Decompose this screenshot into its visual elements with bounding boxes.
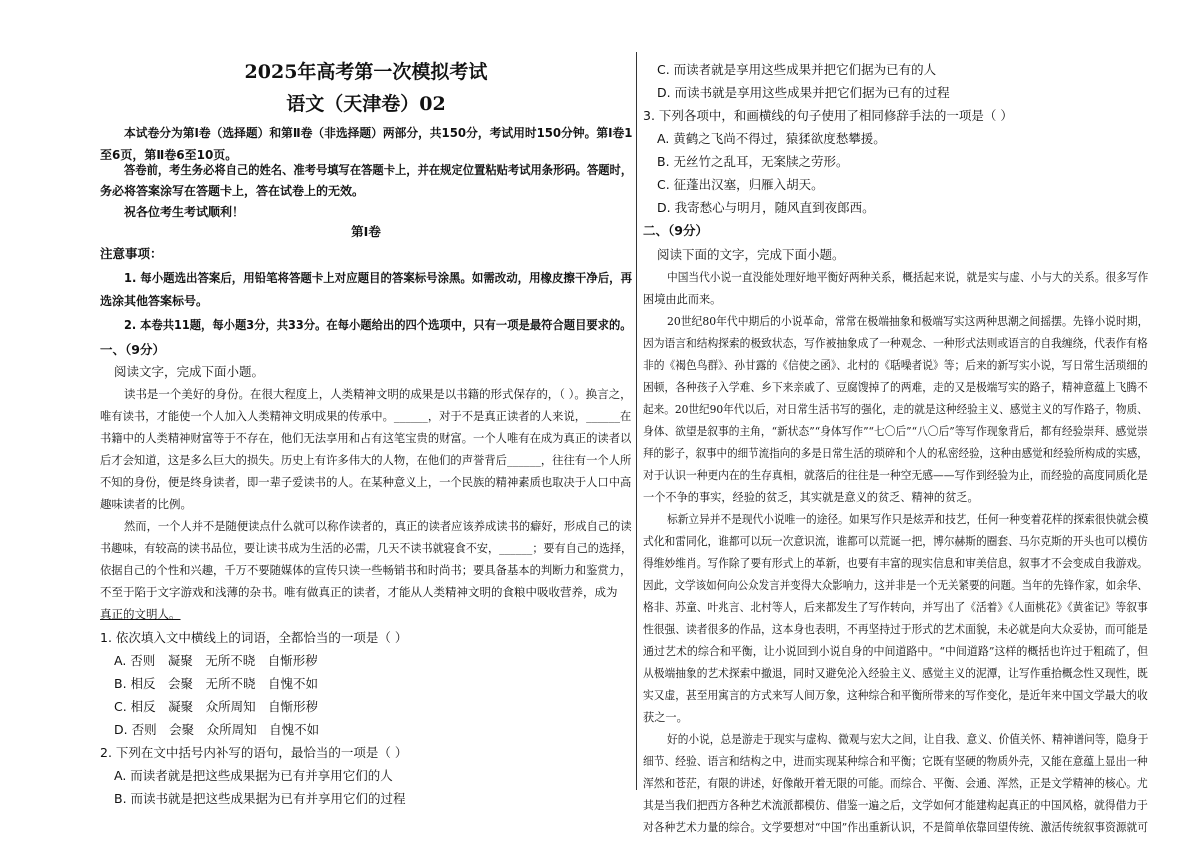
q1-option-b[interactable]: B. 相反 会聚 无所不晓 自愧不如 [114,676,319,691]
passage-line: 唯有读书，才能使一个人加入人类精神文明成果的传承中。______，对于不是真正读者的人来说，______在 [100,409,632,423]
right-column [643,0,1148,849]
intro-line: 至6页，第Ⅱ卷6至10页。 [100,148,238,162]
passage-line: 中国当代小说一直没能处理好地平衡好两种关系，概括起来说，就是实与虚、小与大的关系。很多写作 [667,271,1149,284]
passage-line: 其是当我们把西方各种艺术流派都模仿、借鉴一遍之后，文学如何才能建构起真正的中国风格，就得借力于 [643,799,1148,812]
section2-heading: 二、（9分） [643,223,708,238]
passage-line: 通过艺术的综合和平衡，让小说回到小说自身的中间道路中。“中间道路”这样的概括也许过于粗疏了，但 [643,645,1149,658]
q1-option-d[interactable]: D. 否则 会聚 众所周知 自愧不如 [114,722,320,737]
q2-stem: 2. 下列在文中括号内补写的语句，最恰当的一项是（ ） [100,745,408,760]
passage-line: 对各种艺术力量的综合。文学要想对“中国”作出重新认识，不是简单依靠回望传统、激活传统叙事资源就可 [643,821,1149,834]
section1-instruction: 阅读文字，完成下面小题。 [114,364,265,379]
passage-line: 然而，一个人并不是随便读点什么就可以称作读者的，真正的读者应该养成读书的癖好，形成自己的读 [124,519,632,533]
passage-line: 书趣味，有较高的读书品位，要让读书成为生活的必需，几天不读书就寝食不安，______；要有自己的选择， [100,541,633,555]
column-divider [636,52,637,790]
notice-line: 2. 本卷共11题，每小题3分，共33分。在每小题给出的四个选项中，只有一项是最符合题目要求的。 [124,318,632,332]
passage-line: 读书是一个美好的身份。在很大程度上，人类精神文明的成果是以书籍的形式保存的，（ ）。换言之， [124,387,632,401]
intro-line: 祝各位考生考试顺利！ [124,205,245,219]
q1-option-c[interactable]: C. 相反 凝聚 众所周知 自惭形秽 [114,699,319,714]
passage-line: 好的小说，总是游走于现实与虚构、微观与宏大之间，让自我、意义、价值关怀、精神谱问等，隐身于 [667,733,1149,746]
intro-line: 答卷前，考生务必将自己的姓名、准考号填写在答题卡上，并在规定位置粘贴考试用条形码。答题时， [124,163,633,177]
passage-line: 书籍中的人类精神财富等于不存在，他们无法享用和占有这笔宝贵的财富。一个人唯有在成为真正的读者以 [100,431,632,445]
passage-line: 身体、欲望是叙事的主角，“新状态”“身体写作”“七〇后”“八〇后”等写作现象背后，都有经验崇拜、感觉崇 [643,425,1148,438]
intro-line: 务必将答案涂写在答题卡上，答在试卷上的无效。 [100,184,365,198]
q1-option-a[interactable]: A. 否则 凝聚 无所不晓 自惭形秽 [114,653,318,668]
passage-line: 标新立异并不是现代小说唯一的途径。如果写作只是炫弄和技艺，任何一种变着花样的探索很快就会模 [667,513,1149,526]
passage-line: 因此，文学该如何向公众发言并变得大众影响力，这并非是一个无关紧要的问题。当年的先锋作家，如余华、 [643,579,1148,592]
passage-line: 获之一。 [643,711,688,724]
section2-instruction: 阅读下面的文字，完成下面小题。 [657,247,845,262]
q3-option-c[interactable]: C. 征蓬出汉塞，归雁入胡天。 [657,177,824,192]
passage-line-underlined: 不至于陷于文字游戏和浅薄的杂书。唯有做真正的读者，才能从人类精神文明的食粮中吸收营养，成为 [100,585,618,599]
intro-line: 本试卷分为第Ⅰ卷（选择题）和第Ⅱ卷（非选择题）两部分，共150分，考试用时150分钟。第Ⅰ卷1 [124,126,633,140]
q3-option-a[interactable]: A. 黄鹤之飞尚不得过，猿猱欲度愁攀援。 [657,131,886,146]
passage-line-underlined: 真正的文明人。 [100,607,181,621]
passage-line: 式化和雷同化，谁都可以玩一次意识流，谁都可以荒诞一把，博尔赫斯的圈套、马尔克斯的开头也可以模仿 [643,535,1148,548]
passage-line: 细节、经验、语言和结构之中，进而实现某种综合和平衡；它既有坚硬的物质外壳，又能在意蕴上显出一种 [643,755,1148,768]
passage-line: 格非、苏童、叶兆言、北村等人，后来都发生了写作转向，并写出了《活着》《人面桃花》《黄雀记》等叙事 [643,601,1148,614]
exam-title: 2025年高考第一次模拟考试 [244,61,488,83]
q3-option-b[interactable]: B. 无丝竹之乱耳，无案牍之劳形。 [657,154,849,169]
passage-line: 一个不争的事实，经验的贫乏，其实就是意义的贫乏、精神的贫乏。 [643,491,979,504]
passage-line: 对于认识一种更内在的生存真相，就落后的往往是一种空无感——写作到经验为止，而经验的高度同质化是 [643,469,1148,482]
passage-line: 非的《褐色鸟群》、孙甘露的《信使之函》、北村的《聒噪者说》等；后来的新写实小说，写日常生活琐细的 [643,359,1148,372]
notice-line: 1. 每小题选出答案后，用铅笔将答题卡上对应题目的答案标号涂黑。如需改动，用橡皮擦干净后，再 [124,271,633,285]
q2-option-c[interactable]: C. 而读者就是享用这些成果并把它们据为已有的人 [657,62,937,77]
passage-line: 困顿，各种孩子入学难、乡下来亲戚了、豆腐馊掉了的两难，走的又是极端写实的路子，精神意蕴上飞腾不 [643,381,1148,394]
passage-line: 20世纪80年代中期后的小说革命，常常在极端抽象和极端写实这两种思潮之间摇摆。先锋小说时期， [667,315,1149,328]
left-column [100,0,632,849]
q2-option-a[interactable]: A. 而读者就是把这些成果据为已有并享用它们的人 [114,768,393,783]
q2-option-b[interactable]: B. 而读书就是把这些成果据为已有并享用它们的过程 [114,791,406,806]
passage-line: 依据自己的个性和兴趣，千万不要随媒体的宣传只读一些畅销书和时尚书；要具备基本的判断力和鉴赏力， [100,563,632,577]
passage-line: 拜的影子，叙事中的细节流指向的多是日常生活的琐碎和个人的私密经验，这种由感觉和经验所构成的实感， [643,447,1148,460]
passage-line: 起来。20世纪90年代以后，对日常生活书写的强化，走的就是这种经验主义、感觉主义的写作路子，物质、 [643,403,1148,416]
passage-line: 性很强、读者很多的作品，这本身也表明，不再坚持过于形式的艺术面貌，未必就是向大众妥协，而可能是 [643,623,1148,636]
passage-line: 困境由此而来。 [643,293,722,306]
passage-line: 后才会知道，这是多么巨大的损失。历史上有许多伟大的人物，在他们的声誉背后______，往往有一个人所 [100,453,632,467]
notice-line: 选涂其他答案标号。 [100,294,209,308]
passage-line: 从极端抽象的艺术探索中撤退，同时又避免沦入经验主义、感觉主义的泥潭，让写作重拾概念性又现性，既 [643,667,1148,680]
passage-line: 得维妙维肖。写作除了要有形式上的革新，也要有丰富的现实信息和审美信息，叙事才不会变成自我游戏。 [643,557,1148,570]
passage-line: 趣味读者的比例。 [100,497,192,511]
exam-subtitle: 语文（天津卷）02 [286,93,446,115]
passage-line: 因为语言和结构探索的极致状态，写作被抽象成了一种观念、一种形式法则或语言的自我缠绕，代表作有格 [643,337,1148,350]
volume-title: 第Ⅰ卷 [351,224,381,239]
q3-option-d[interactable]: D. 我寄愁心与明月，随风直到夜郎西。 [657,200,875,215]
passage-line: 实又虚，甚至用寓言的方式来写人间万象，这种综合和平衡所带来的写作变化，是近年来中国文学最大的收 [643,689,1148,702]
q3-stem: 3. 下列各项中，和画横线的句子使用了相同修辞手法的一项是（ ） [643,108,1013,123]
q1-stem: 1. 依次填入文中横线上的词语，全都恰当的一项是（ ） [100,630,408,645]
section1-heading: 一、（9分） [100,342,165,357]
notice-heading: 注意事项： [100,246,163,261]
passage-line: 不知的身份，便是终身读者，即一辈子爱读书的人。在某种意义上，一个民族的精神素质也取决于人口中高 [100,475,632,489]
passage-line: 浑然和苍茫，有限的讲述，好像敞开着无限的可能。而综合、平衡、会通、浑然，正是文学精神的核心。尤 [643,777,1148,790]
q2-option-d[interactable]: D. 而读书就是享用这些成果并把它们据为已有的过程 [657,85,950,100]
